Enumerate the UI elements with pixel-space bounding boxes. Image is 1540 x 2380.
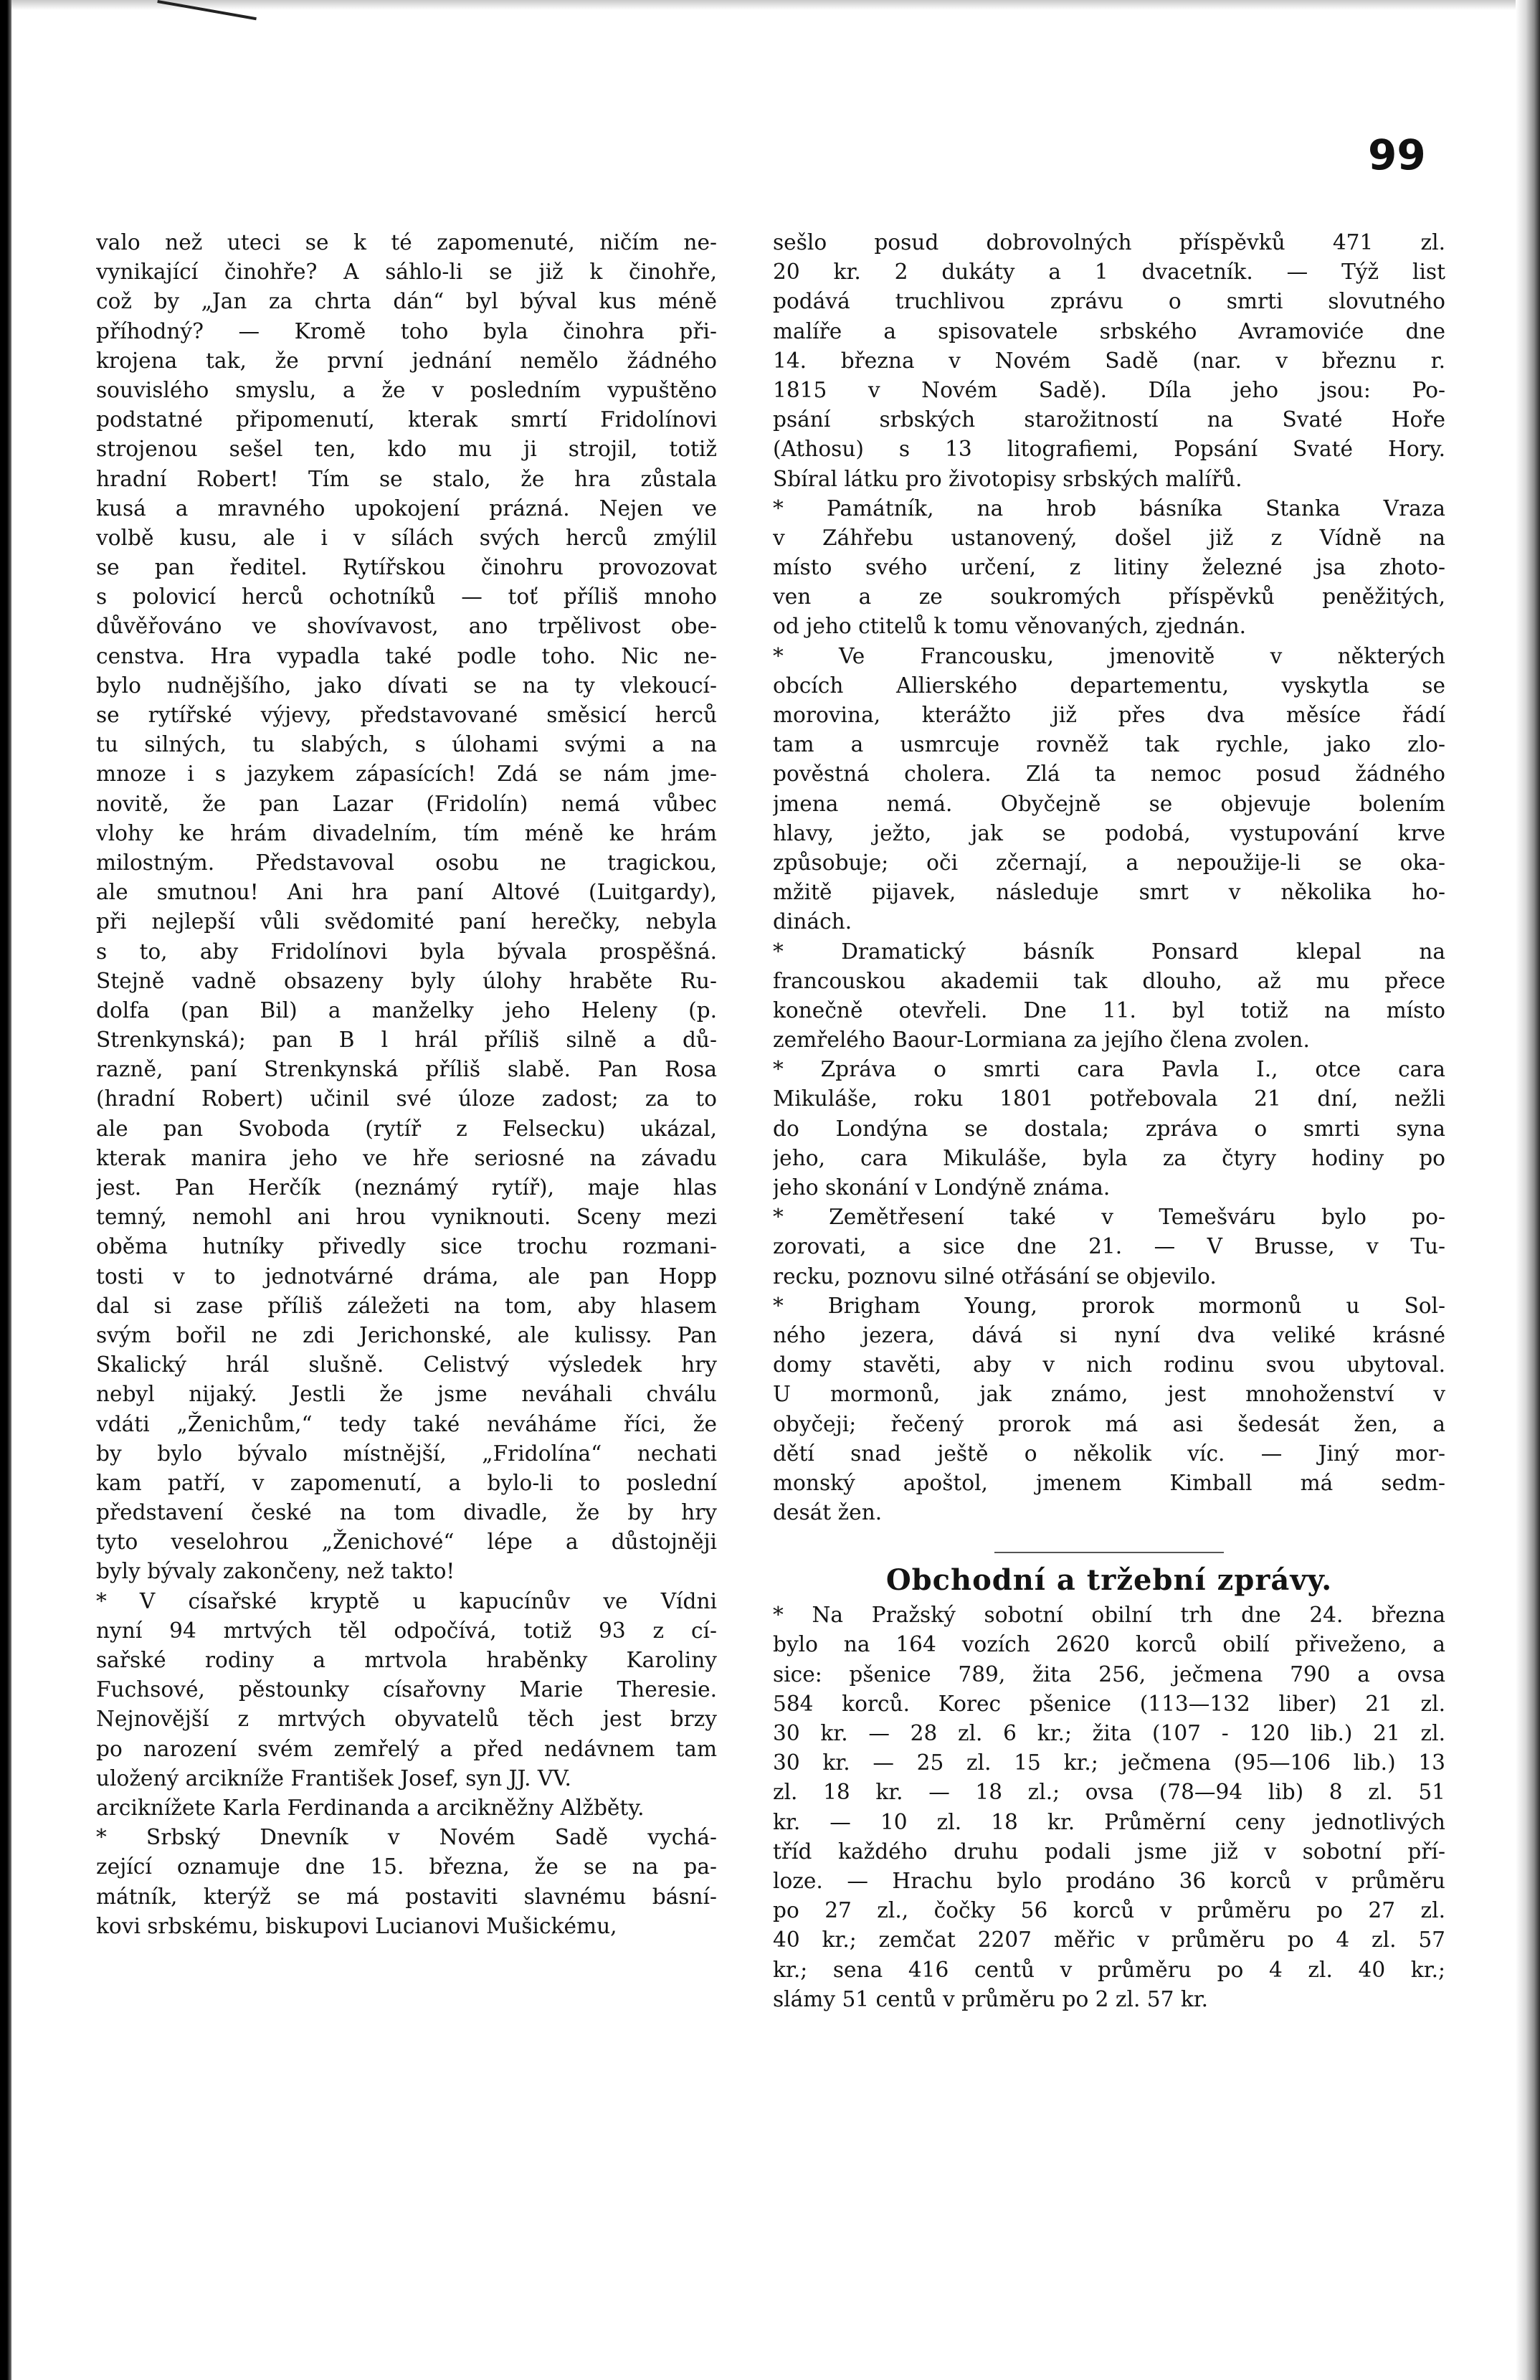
text-line: vlohy ke hrám divadelním, tím méně ke hrám <box>96 820 717 845</box>
text-line: zl. 18 kr. — 18 zl.; ovsa (78—94 lib) 8 zl. 51 <box>773 1780 1445 1805</box>
text-line: souvislého smyslu, a že v posledním vypuštěno <box>96 377 717 402</box>
text-line: mátník, kterýž se má postaviti slavnému básní- <box>96 1884 717 1909</box>
text-line: tříd každého druhu podali jsme již v sobotní pří- <box>773 1839 1445 1864</box>
text-line: svým bořil ne zdi Jerichonské, ale kulissy. Pan <box>96 1322 717 1347</box>
text-line: 30 kr. — 28 zl. 6 kr.; žita (107 - 120 lib.) 21 zl. <box>773 1721 1445 1745</box>
text-line: s polovicí herců ochotníků — toť příliš mnoho <box>96 584 717 610</box>
right-column-news <box>773 228 1445 1527</box>
text-line: jeho skonání v Londýně známa. <box>773 1175 1111 1200</box>
text-line: kr.; sena 416 centů v průměru po 4 zl. 40 kr.; <box>773 1957 1445 1982</box>
text-line: podstatné připomenutí, kterak smrtí Fridolínovi <box>96 407 717 432</box>
text-line: by bylo bývalo místnější, „Fridolína“ nechati <box>96 1441 717 1466</box>
text-line: ale smutnou! Ani hra paní Altové (Luitgardy), <box>96 880 717 905</box>
section-heading: Obchodní a tržební zprávy. <box>885 1563 1333 1598</box>
text-line: uložený arcikníže František Josef, syn JJ. VV. <box>96 1765 571 1791</box>
text-line: monský apoštol, jmenem Kimball má sedm- <box>773 1470 1445 1495</box>
text-line: při nejlepší vůli svědomité paní herečky, nebyla <box>96 909 717 934</box>
text-line: vynikající činohře? A sáhlo-li se již k činohře, <box>96 260 717 285</box>
text-line: Sbíral látku pro životopisy srbských malířů. <box>773 466 1242 491</box>
text-line: ale pan Svoboda (rytíř z Felsecku) ukázal, <box>96 1116 717 1141</box>
text-line: 30 kr. — 25 zl. 15 kr.; ječmena (95—106 lib.) 13 <box>773 1750 1445 1775</box>
text-line: po narození svém zemřelý a před nedávnem tam <box>96 1736 717 1761</box>
text-line: do Londýna se dostala; zpráva o smrti syna <box>773 1116 1445 1141</box>
text-line: desát žen. <box>773 1500 883 1525</box>
text-line: kovi srbskému, biskupovi Lucianovi Mušickému, <box>96 1913 617 1938</box>
text-line: od jeho ctitelů k tomu věnovaných, zjednán. <box>773 614 1247 639</box>
text-line: psání srbských starožitností na Svaté Hoře <box>773 407 1445 432</box>
text-line: sešlo posud dobrovolných příspěvků 471 zl. <box>773 230 1445 255</box>
text-line: morovina, kterážto již přes dva měsíce řádí <box>773 703 1445 727</box>
text-line: mžitě pijavek, následuje smrt v několika ho- <box>773 880 1445 905</box>
text-line: 1815 v Novém Sadě). Díla jeho jsou: Po- <box>773 377 1445 402</box>
text-line: novitě, že pan Lazar (Fridolín) nemá vůbec <box>96 791 717 816</box>
text-line: zorovati, a sice dne 21. — V Brusse, v Tu- <box>773 1234 1445 1259</box>
text-line: dolfa (pan Bil) a manželky jeho Heleny (p. <box>96 997 717 1023</box>
scan-border-right <box>1516 0 1540 2380</box>
text-line: * V císařské kryptě u kapucínův ve Vídni <box>96 1588 717 1613</box>
text-line: kusá a mravného upokojení prázná. Nejen ve <box>96 496 717 521</box>
section-gap <box>773 1527 1445 1552</box>
text-line: Strenkynská); pan B l hrál příliš silně a dů- <box>96 1028 717 1053</box>
section-rule <box>994 1552 1224 1553</box>
text-line: dinách. <box>773 909 852 934</box>
text-line: domy stavěti, aby v nich rodinu svou ubytoval. <box>773 1352 1445 1378</box>
text-line: (Athosu) s 13 litografiemi, Popsání Svaté Hory. <box>773 437 1445 462</box>
text-line: pověstná cholera. Zlá ta nemoc posud žádného <box>773 762 1445 787</box>
text-line: se pan ředitel. Rytířskou činohru provozovat <box>96 555 717 580</box>
text-line: strojenou sešel ten, kdo mu ji strojil, totiž <box>96 437 717 462</box>
text-line: * Srbský Dnevník v Novém Sadě vychá- <box>96 1825 717 1850</box>
text-line: byly bývaly zakončeny, než takto! <box>96 1559 455 1584</box>
text-line: vdáti „Ženichům,“ tedy také neváháme říci, že <box>96 1411 717 1436</box>
right-column <box>773 228 1445 2014</box>
text-line: mnoze i s jazykem zápasících! Zdá se nám jme- <box>96 762 717 787</box>
text-line: ven a ze soukromých příspěvků peněžitých, <box>773 584 1445 610</box>
text-line: oběma hutníky přivedly sice trochu rozmani- <box>96 1234 717 1259</box>
text-line: milostným. Představoval osobu ne tragickou, <box>96 850 717 875</box>
text-line: loze. — Hrachu bylo prodáno 36 korců v průměru <box>773 1868 1445 1893</box>
text-line: Mikuláše, roku 1801 potřebovala 21 dní, nežli <box>773 1086 1445 1111</box>
text-line: obcích Allierského departementu, vyskytla se <box>773 673 1445 698</box>
text-line: tu silných, tu slabých, s úlohami svými a na <box>96 732 717 757</box>
text-line: důvěřováno ve shovívavost, ano trpělivost obe- <box>96 614 717 639</box>
text-line: místo svého určení, z litiny železné jsa zhoto- <box>773 555 1445 580</box>
page-number: 99 <box>1368 131 1426 179</box>
text-line: hlavy, ježto, jak se podobá, vystupování krve <box>773 820 1445 845</box>
text-line: sice: pšenice 789, žita 256, ječmena 790 a ovsa <box>773 1661 1445 1687</box>
left-column <box>96 228 717 1941</box>
text-line: censtva. Hra vypadla také podle toho. Nic ne- <box>96 643 717 668</box>
text-line: tam a usmrcuje rovněž tak rychle, jako zlo- <box>773 732 1445 757</box>
text-line: tyto veselohrou „Ženichové“ lépe a důstojněji <box>96 1530 717 1555</box>
text-line: příhodný? — Kromě toho byla činohra při- <box>96 318 717 343</box>
text-line: což by „Jan za chrta dán“ byl býval kus méně <box>96 289 717 314</box>
text-line: kterak manira jeho ve hře seriosné na závadu <box>96 1145 717 1170</box>
text-line: * Ve Francousku, jmenovitě v některých <box>773 643 1445 668</box>
text-line: se rytířské výjevy, představované směsicí herců <box>96 703 717 727</box>
text-line: * Památník, na hrob básníka Stanka Vraza <box>773 496 1445 521</box>
text-line: podává truchlivou zprávu o smrti slovutného <box>773 289 1445 314</box>
scan-border-top <box>11 0 1516 10</box>
text-line: představení české na tom divadle, že by hry <box>96 1500 717 1525</box>
text-line: Fuchsové, pěstounky císařovny Marie Theresie. <box>96 1677 717 1702</box>
text-line: Skalický hrál slušně. Celistvý výsledek hry <box>96 1352 717 1378</box>
text-line: dal si zase příliš záležeti na tom, aby hlasem <box>96 1293 717 1318</box>
text-line: krojena tak, že první jednání nemělo žádného <box>96 348 717 373</box>
text-line: dětí snad ještě o několik víc. — Jiný mor- <box>773 1441 1445 1466</box>
text-line: ného jezera, dává si nyní dva veliké krásné <box>773 1322 1445 1347</box>
text-line: nyní 94 mrtvých těl odpočívá, totiž 93 z cí- <box>96 1618 717 1643</box>
text-line: tosti v to jednotvárné dráma, ale pan Hopp <box>96 1264 717 1289</box>
text-line: malíře a spisovatele srbského Avramoviće dne <box>773 318 1445 343</box>
text-line: kr. — 10 zl. 18 kr. Průměrní ceny jednotlivých <box>773 1809 1445 1834</box>
text-line: způsobuje; oči zčernají, a nepoužije-li se oka- <box>773 850 1445 875</box>
text-line: jest. Pan Herčík (neznámý rytíř), maje hlas <box>96 1175 717 1200</box>
text-line: * Dramatický básník Ponsard klepal na <box>773 939 1445 964</box>
text-line: 20 kr. 2 dukáty a 1 dvacetník. — Týž list <box>773 260 1445 285</box>
text-line: kam patří, v zapomenutí, a bylo-li to poslední <box>96 1470 717 1495</box>
text-line: * Zemětřesení také v Temešváru bylo po- <box>773 1205 1445 1230</box>
text-line: arciknížete Karla Ferdinanda a arcikněžny Alžběty. <box>96 1795 645 1820</box>
text-line: * Na Pražský sobotní obilní trh dne 24. března <box>773 1603 1445 1628</box>
text-line: volbě kusu, ale i v sílách svých herců zmýlil <box>96 525 717 550</box>
market-report <box>773 1601 1445 2014</box>
scan-border-left <box>0 0 11 2380</box>
text-line: konečně otevřeli. Dne 11. byl totiž na místo <box>773 997 1445 1023</box>
text-line: 584 korců. Korec pšenice (113—132 liber) 21 zl. <box>773 1691 1445 1716</box>
text-line: francouskou akademii tak dlouho, až mu přece <box>773 968 1445 993</box>
text-line: jmena nemá. Obyčejně se objevuje bolením <box>773 791 1445 816</box>
text-line: nebyl nijaký. Jestli že jsme neváhali chválu <box>96 1382 717 1407</box>
text-line: s to, aby Fridolínovi byla bývala prospěšná. <box>96 939 717 964</box>
text-line: hradní Robert! Tím se stalo, že hra zůstala <box>96 466 717 491</box>
text-line: zející oznamuje dne 15. března, že se na pa- <box>96 1854 717 1879</box>
text-line: (hradní Robert) učinil své úloze zadost; za to <box>96 1086 717 1111</box>
text-line: * Brigham Young, prorok mormonů u Sol- <box>773 1293 1445 1318</box>
text-line: obyčeji; řečený prorok má asi šedesát žen, a <box>773 1411 1445 1436</box>
text-line: slámy 51 centů v průměru po 2 zl. 57 kr. <box>773 1986 1209 2011</box>
text-line: Nejnovější z mrtvých obyvatelů těch jest brzy <box>96 1707 717 1732</box>
text-line: 14. března v Novém Sadě (nar. v březnu r. <box>773 348 1445 373</box>
text-line: U mormonů, jak známo, jest mnohoženství v <box>773 1382 1445 1407</box>
text-line: po 27 zl., čočky 56 korců v průměru po 27 zl. <box>773 1898 1445 1923</box>
text-line: valo než uteci se k té zapomenuté, ničím ne- <box>96 230 717 255</box>
text-line: v Záhřebu ustanovený, došel již z Vídně na <box>773 525 1445 550</box>
text-line: bylo na 164 vozích 2620 korců obilí přiveženo, a <box>773 1632 1445 1657</box>
text-line: jeho, cara Mikuláše, byla za čtyry hodiny po <box>773 1145 1445 1170</box>
text-line: zemřelého Baour-Lormiana za jejího člena zvolen. <box>773 1028 1310 1053</box>
text-line: bylo nudnějšího, jako dívati se na ty vlekoucí- <box>96 673 717 698</box>
text-line: temný, nemohl ani hrou vyniknouti. Sceny mezi <box>96 1205 717 1230</box>
text-line: 40 kr.; zemčat 2207 měřic v průměru po 4 zl. 57 <box>773 1928 1445 1953</box>
text-line: Stejně vadně obsazeny byly úlohy hraběte Ru- <box>96 968 717 993</box>
text-line: recku, poznovu silné otřásání se objevilo. <box>773 1264 1217 1289</box>
text-line: sařské rodiny a mrtvola hraběnky Karoliny <box>96 1648 717 1672</box>
text-line: * Zpráva o smrti cara Pavla I., otce cara <box>773 1057 1445 1082</box>
text-line: razně, paní Strenkynská příliš slabě. Pan Rosa <box>96 1057 717 1082</box>
